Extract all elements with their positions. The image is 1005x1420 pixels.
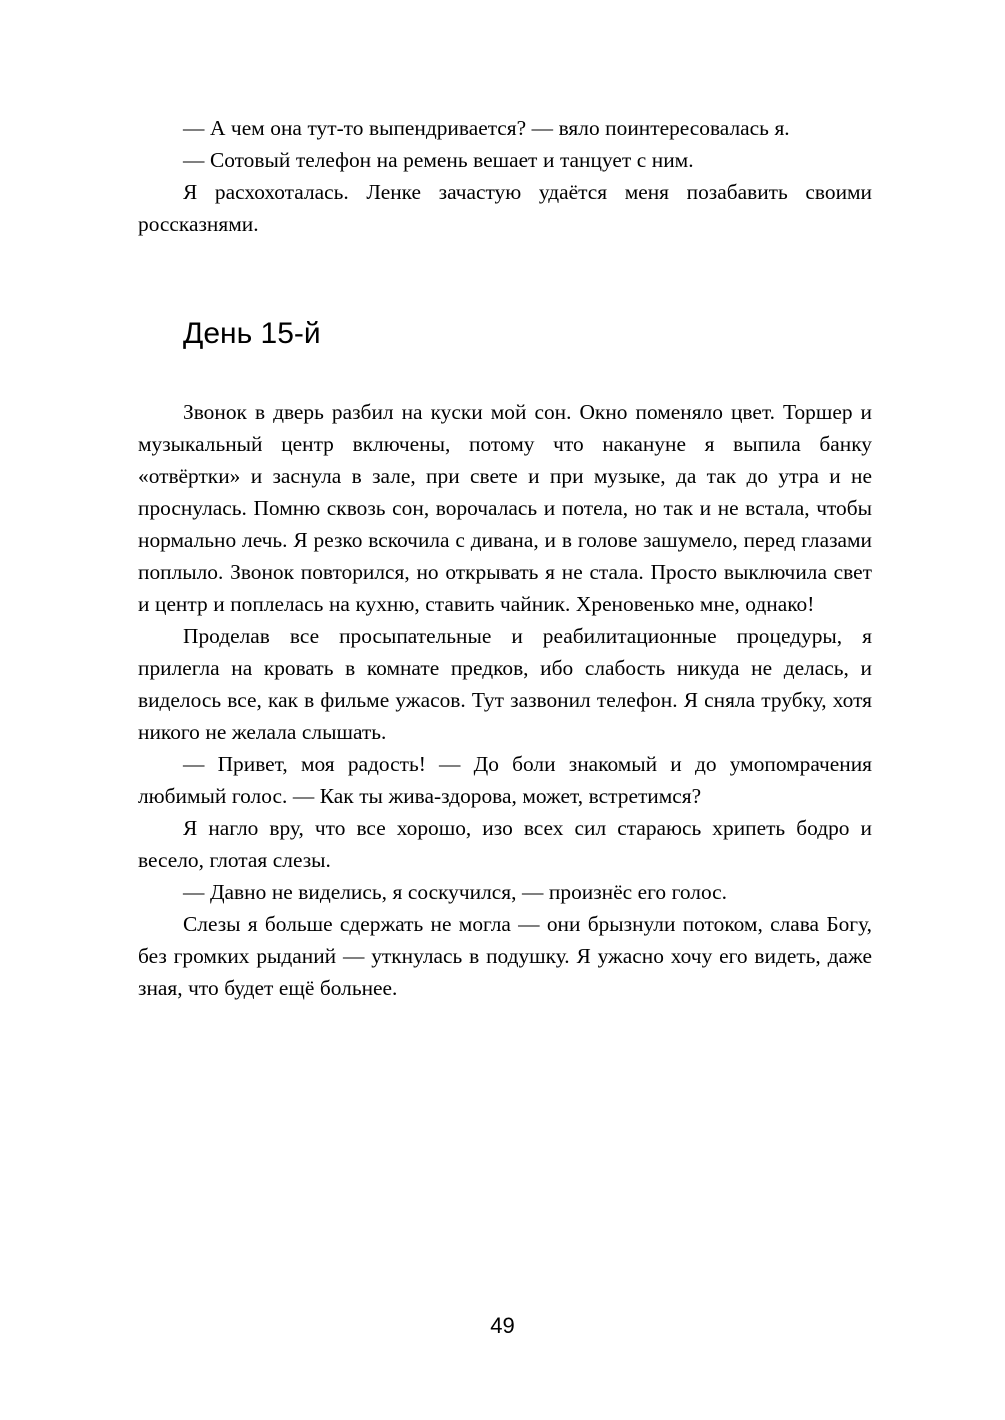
spacer-after-heading (138, 352, 872, 396)
paragraph: — А чем она тут-то выпендривается? — вяло поинтересовалась я. (183, 116, 790, 140)
page-text-block (138, 112, 872, 1004)
paragraph: Я расхохоталась. Ленке зачастую удаётся меня позабавить своими россказнями. (138, 180, 872, 236)
paragraph: Слезы я больше сдержать не могла — они брызнули потоком, слава Богу, без громких рыданий — уткнулась в подушку. Я ужасно хочу его видеть, даже зная, что будет ещё больнее. (138, 912, 872, 1000)
paragraph: — Привет, моя радость! — До боли знакомый и до умопомрачения любимый голос. — Как ты жива-здорова, может, встретимся? (138, 752, 872, 808)
paragraph: — Давно не виделись, я соскучился, — произнёс его голос. (183, 880, 728, 904)
page-number: 49 (490, 1313, 515, 1338)
paragraph: Я нагло вру, что все хорошо, изо всех сил стараюсь хрипеть бодро и весело, глотая слезы. (138, 816, 872, 872)
paragraph: Проделав все просыпательные и реабилитационные процедуры, я прилегла на кровать в комнате предков, ибо слабость никуда не делась, и виделось все, как в фильме ужасов. Тут зазвонил телефон. Я сняла трубку, хотя никого не желала слышать. (138, 624, 872, 744)
spacer-before-heading (138, 240, 872, 316)
paragraph: — Сотовый телефон на ремень вешает и танцует с ним. (183, 148, 694, 172)
paragraph: Звонок в дверь разбил на куски мой сон. Окно поменяло цвет. Торшер и музыкальный центр включены, потому что накануне я выпила банку «отвёртки» и заснула в зале, при свете и при музыке, да так до утра и не проснулась. Помню сквозь сон, ворочалась и потела, но так и не встала, чтобы нормально лечь. Я резко вскочила с дивана, и в голове зашумело, перед глазами поплыло. Звонок повторился, но открывать я не стала. Просто выключила свет и центр и поплелась на кухню, ставить чайник. Хреновенько мне, однако! (138, 400, 872, 616)
section-heading: День 15-й (183, 317, 321, 350)
